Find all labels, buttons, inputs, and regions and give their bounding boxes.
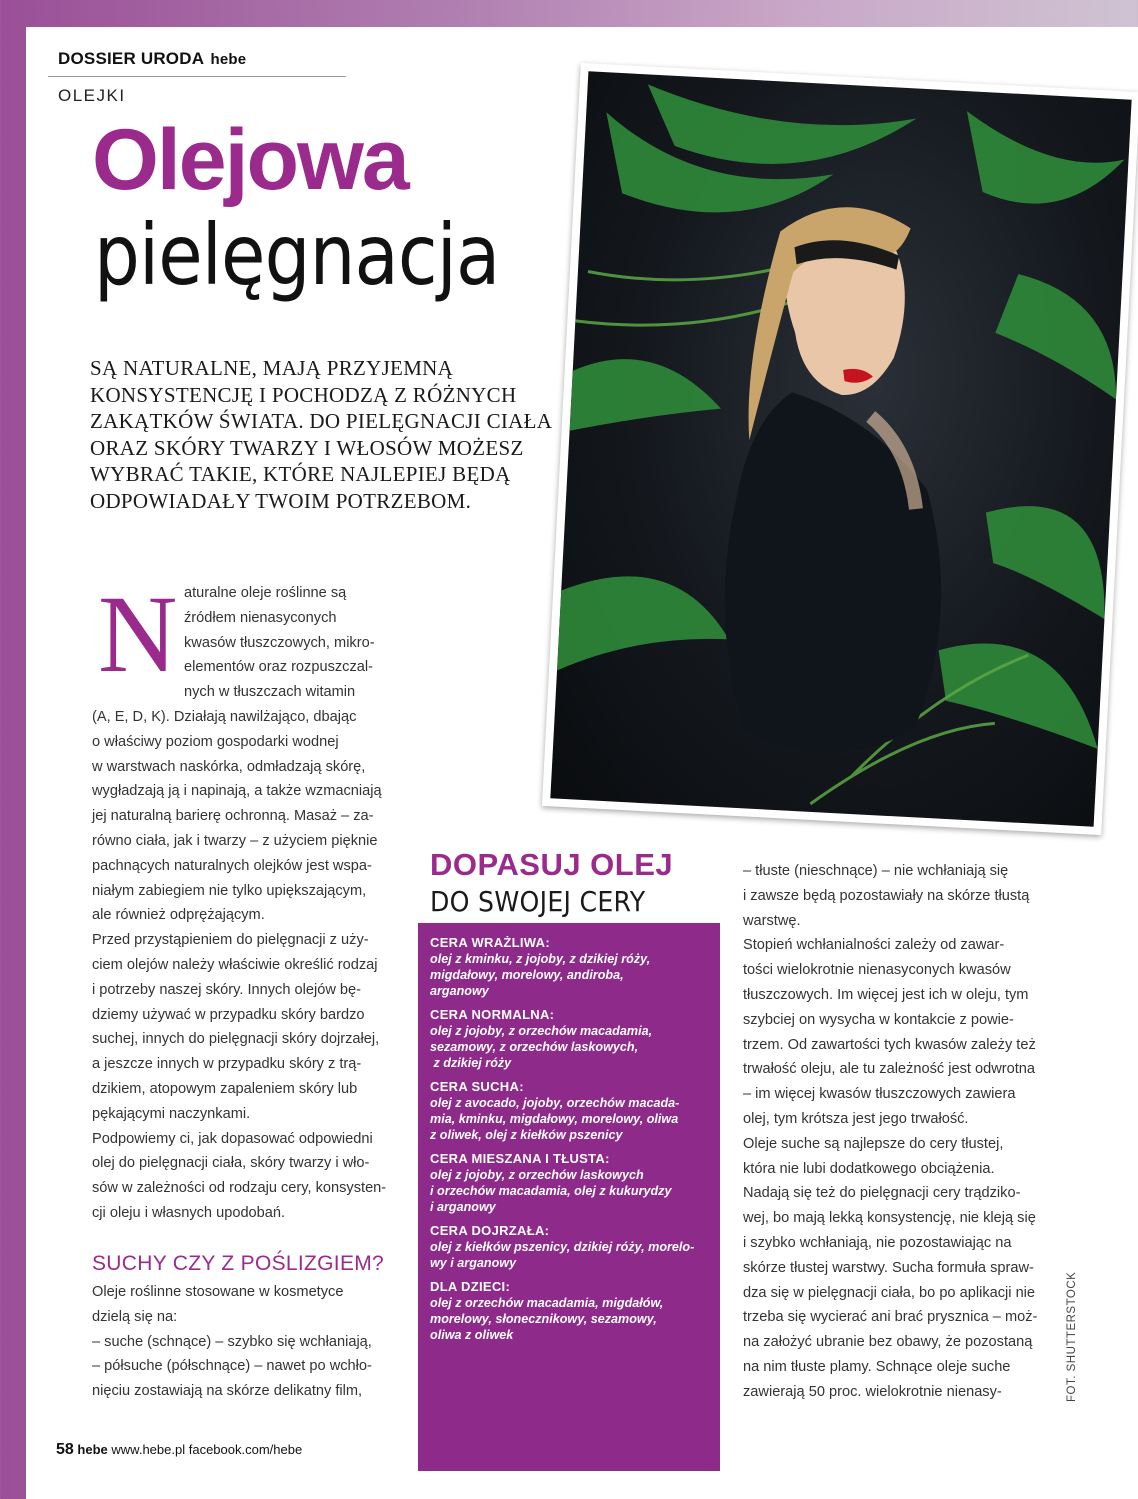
oil-line: i orzechów macadamia, olej z kukurydzy — [430, 1184, 672, 1198]
box-oils — [430, 1095, 708, 1143]
text-line: i potrzeby naszej skóry. Innych olejów bę- — [92, 981, 362, 998]
photo-frame — [542, 63, 1138, 835]
text-line: pachnących naturalnych olejków jest wspa- — [92, 857, 372, 874]
section-label: OLEJKI — [58, 86, 126, 105]
footer-social[interactable]: facebook.com/hebe — [188, 1442, 303, 1457]
text-line: i zawsze będą pozostawiały na skórze tłustą — [743, 887, 1030, 904]
text-line: olej, tym krótsza jest jego trwałość. — [743, 1110, 969, 1127]
text-line: cji oleju i własnych upodobań. — [92, 1204, 286, 1221]
text-line: kwasów tłuszczowych, mikro- — [184, 634, 375, 651]
page-footer — [56, 1441, 302, 1459]
text-line: w warstwach naskórka, odmładzają skórę, — [92, 758, 366, 775]
text-line: dza się w pielęgnacji ciała, bo po aplikacji nie — [743, 1284, 1036, 1301]
text-line: nych w tłuszczach witamin — [184, 684, 356, 701]
text-line: Oleje suche są najlepsze do cery tłustej, — [743, 1135, 1004, 1152]
box-oils — [430, 1239, 708, 1271]
dossier-label: DOSSIER URODA — [58, 49, 204, 68]
text-line: niałym zabiegiem nie tylko upiększającym, — [92, 882, 367, 899]
box-category: CERA DOJRZAŁA: — [430, 1223, 550, 1238]
oil-line: i arganowy — [430, 1200, 496, 1214]
text-line: dzielą się na: — [92, 1308, 178, 1325]
box-category: CERA SUCHA: — [430, 1079, 524, 1094]
text-line: ale również odprężającym. — [92, 907, 265, 924]
text-line: suchej, innych do pielęgnacji skóry dojrzałej, — [92, 1031, 380, 1048]
text-line: trzem. Od zawartości tych kwasów zależy też — [743, 1036, 1036, 1053]
text-line: (A, E, D, K). Działają nawilżająco, dbając — [92, 709, 357, 725]
body-column-1 — [92, 705, 402, 1226]
text-line: trwałość oleju, ale tu zależność jest odwrotna — [743, 1061, 1036, 1078]
text-line: dziemy używać w przypadku skóry bardzo — [92, 1006, 365, 1023]
subheading: SUCHY CZY Z POŚLIZGIEM? — [92, 1252, 385, 1275]
oil-line: olej z jojoby, z orzechów laskowych — [430, 1168, 644, 1182]
text-line: dzikiem, atopowym zapaleniem skóry lub — [92, 1080, 358, 1097]
oil-line: migdałowy, morelowy, andiroba, — [430, 968, 624, 982]
box-title: DOPASUJ OLEJ — [430, 847, 674, 882]
body-column-1-bottom — [92, 1280, 402, 1404]
title-line1: Olejowa — [92, 112, 408, 208]
skin-type-box — [418, 923, 720, 1471]
oil-line: z oliwek, olej z kiełków pszenicy — [430, 1128, 623, 1142]
text-line: Podpowiemy ci, jak dopasować odpowiedni — [92, 1130, 373, 1147]
magazine-page — [26, 27, 1138, 1499]
oil-line: olej z jojoby, z orzechów macadamia, — [430, 1024, 653, 1038]
text-line: – tłuste (nieschnące) – nie wchłaniają się — [743, 863, 1009, 879]
body-column-3 — [743, 859, 1058, 1405]
text-line: – im więcej kwasów tłuszczowych zawiera — [743, 1086, 1016, 1103]
text-line: trzeba się wycierać ani brać prysznica – moż- — [743, 1309, 1038, 1326]
box-category: CERA WRAŻLIWA: — [430, 935, 550, 950]
oil-line: wy i arganowy — [430, 1256, 517, 1270]
text-line: i szybko wchłaniają, nie pozostawiając na — [743, 1234, 1012, 1251]
text-line: – półsuche (półschnące) – nawet po wchło- — [92, 1358, 372, 1375]
box-oils — [430, 1023, 708, 1071]
oil-line: olej z kiełków pszenicy, dzikiej róży, morelo- — [430, 1240, 695, 1254]
text-line: – suche (schnące) – szybko się wchłaniają, — [92, 1333, 372, 1350]
oil-line: olej z kminku, z jojoby, z dzikiej róży, — [430, 952, 651, 966]
page-number: 58 — [56, 1441, 74, 1458]
text-line: zawierają 50 proc. wielokrotnie nienasy- — [743, 1383, 1002, 1400]
text-line: o właściwy poziom gospodarki wodnej — [92, 733, 339, 750]
text-line: na nim tłuste plamy. Schnące oleje suche — [743, 1358, 1011, 1375]
text-line: warstwę. — [743, 912, 801, 929]
box-oils — [430, 951, 708, 999]
oil-line: sezamowy, z orzechów laskowych, — [430, 1040, 639, 1054]
text-line: tości wielokrotnie nienasyconych kwasów — [743, 962, 1011, 979]
box-oils — [430, 1167, 708, 1215]
jungle-portrait-illustration — [550, 71, 1131, 826]
text-line: wygładzają ją i napinają, a także wzmacniają — [92, 783, 382, 800]
text-line: nięciu zostawiają na skórze delikatny film, — [92, 1383, 363, 1400]
text-line: jej naturalną barierę ochronną. Masaż – za- — [92, 808, 374, 825]
text-line: Stopień wchłanialności zależy od zawar- — [743, 937, 1005, 954]
text-line: skórze tłustej warstwy. Sucha formuła spraw- — [743, 1259, 1034, 1276]
text-line: sów w zależności od rodzaju cery, konsysten- — [92, 1180, 387, 1197]
text-line: która nie lubi dodatkowego obciążenia. — [743, 1160, 995, 1177]
box-category: DLA DZIECI: — [430, 1279, 511, 1294]
footer-url[interactable]: www.hebe.pl — [111, 1442, 186, 1457]
text-line: aturalne oleje roślinne są — [184, 585, 347, 601]
text-line: źródłem nienasyconych — [184, 609, 337, 626]
text-line: a jeszcze innych w przypadku skóry z trą- — [92, 1056, 362, 1073]
oil-line: oliwa z oliwek — [430, 1328, 514, 1342]
text-line: olej do pielęgnacji ciała, skóry twarzy i wło- — [92, 1155, 370, 1172]
oil-line: morelowy, słonecznikowy, sezamowy, — [430, 1312, 657, 1326]
text-line: wej, bo mają lekką konsystencję, nie kleją się — [743, 1210, 1036, 1227]
box-oils — [430, 1295, 708, 1343]
text-line: Przed przystąpieniem do pielęgnacji z uży- — [92, 932, 369, 949]
box-subtitle: DO SWOJEJ CERY — [430, 885, 646, 918]
text-line: szybciej on wysycha w kontakcie z powie- — [743, 1011, 1014, 1028]
text-line: ciem olejów należy właściwie określić rodzaj — [92, 956, 378, 973]
lead-paragraph: SĄ NATURALNE, MAJĄ PRZYJEMNĄ KONSYSTENCJĘ I POCHODZĄ Z RÓŻNYCH ZAKĄTKÓW ŚWIATA. DO PIELĘGNACJI CIAŁA ORAZ SKÓRY TWARZY I WŁOSÓW MOŻESZ WYBRAĆ TAKIE, KTÓRE NAJLEPIEJ BĘDĄ ODPOWIADAŁY TWOIM POTRZEBOM. — [90, 356, 552, 513]
text-line: równo ciała, jak i twarzy – z użyciem pięknie — [92, 832, 378, 849]
header-rule — [48, 76, 346, 77]
oil-line: z dzikiej róży — [430, 1056, 512, 1070]
text-line: pękającymi naczynkami. — [92, 1105, 251, 1122]
oil-line: olej z avocado, jojoby, orzechów macada- — [430, 1096, 680, 1110]
dossier-header — [58, 49, 246, 69]
oil-line: arganowy — [430, 984, 489, 998]
model-photo — [550, 71, 1131, 826]
box-category: CERA MIESZANA I TŁUSTA: — [430, 1151, 610, 1166]
intro-column — [184, 581, 414, 705]
text-line: Oleje roślinne stosowane w kosmetyce — [92, 1284, 344, 1300]
oil-line: mia, kminku, migdałowy, morelowy, oliwa — [430, 1112, 679, 1126]
text-line: Nadają się też do pielęgnacji cery trądziko- — [743, 1185, 1021, 1202]
oil-line: olej z orzechów macadamia, migdałów, — [430, 1296, 664, 1310]
text-line: elementów oraz rozpuszczal- — [184, 659, 373, 676]
brand-name: hebe — [210, 51, 247, 68]
text-line: na założyć ubranie bez obawy, że pozostaną — [743, 1334, 1033, 1351]
dropcap: N — [98, 573, 178, 695]
footer-brand: hebe — [77, 1442, 108, 1457]
title-line2: pielęgnacja — [94, 206, 500, 304]
photo-credit: FOT. SHUTTERSTOCK — [1066, 1271, 1078, 1402]
text-line: tłuszczowych. Im więcej jest ich w oleju, tym — [743, 986, 1029, 1003]
box-category: CERA NORMALNA: — [430, 1007, 555, 1022]
